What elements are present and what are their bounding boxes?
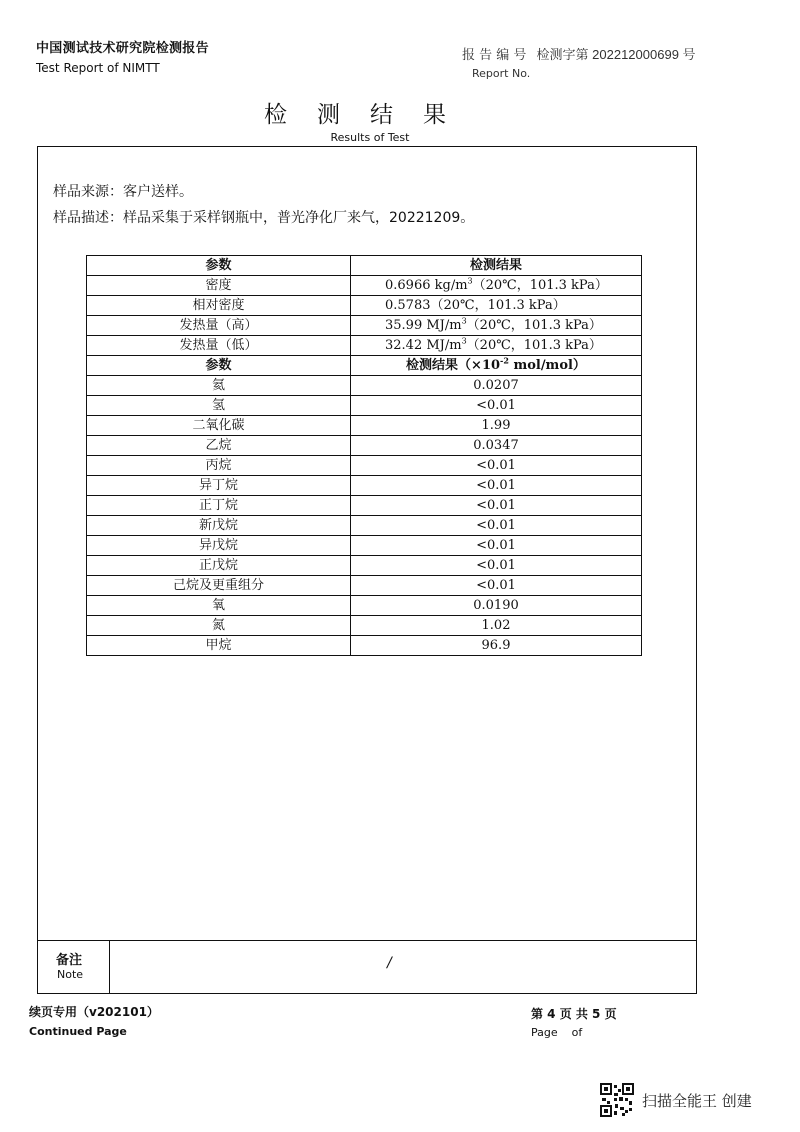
table-row bbox=[87, 596, 642, 616]
page-number-en: Page of bbox=[531, 1026, 583, 1039]
table-row bbox=[87, 296, 642, 316]
result-conditions: （20℃，101.3 kPa） bbox=[466, 318, 602, 333]
continued-page-cn: 续页专用（v202101） bbox=[29, 1005, 159, 1019]
unit-exponent: 3 bbox=[467, 276, 473, 286]
table-row bbox=[87, 556, 642, 576]
page-title-en: Results of Test bbox=[330, 131, 410, 144]
component-value: 1.02 bbox=[351, 616, 642, 636]
page-number-cn: 第 4 页 共 5 页 bbox=[531, 1007, 617, 1021]
component-value: <0.01 bbox=[351, 576, 642, 596]
table-row bbox=[87, 576, 642, 596]
component-name: 甲烷 bbox=[87, 636, 351, 656]
result-conditions: （20℃，101.3 kPa） bbox=[472, 278, 608, 293]
table-row bbox=[87, 476, 642, 496]
param-cell: 密度 bbox=[87, 276, 351, 296]
param-cell: 发热量（高） bbox=[87, 316, 351, 336]
unit-exponent: -2 bbox=[500, 355, 509, 366]
report-number-label: 报 告 编 号 bbox=[462, 48, 527, 63]
component-name: 新戊烷 bbox=[87, 516, 351, 536]
result-value: 0.6966 kg/m bbox=[385, 278, 468, 293]
sample-source: 样品来源：客户送样。 bbox=[53, 184, 193, 200]
component-name: 正戊烷 bbox=[87, 556, 351, 576]
component-value: 0.0347 bbox=[351, 436, 642, 456]
results-table bbox=[86, 255, 642, 656]
component-name: 己烷及更重组分 bbox=[87, 576, 351, 596]
unit-exponent: 3 bbox=[461, 316, 467, 326]
note-label-en: Note bbox=[57, 968, 84, 981]
table-subheader-row bbox=[87, 356, 642, 376]
table-row bbox=[87, 336, 642, 356]
component-name: 氢 bbox=[87, 396, 351, 416]
note-divider bbox=[37, 940, 697, 941]
result-value: 35.99 MJ/m bbox=[385, 318, 462, 333]
subheader-text: mol/mol） bbox=[508, 358, 586, 373]
result-cell bbox=[351, 336, 642, 356]
header-param: 参数 bbox=[87, 256, 351, 276]
header-result: 检测结果 bbox=[351, 256, 642, 276]
table-row bbox=[87, 316, 642, 336]
component-name: 二氧化碳 bbox=[87, 416, 351, 436]
qr-code-icon bbox=[600, 1083, 634, 1117]
table-row bbox=[87, 636, 642, 656]
component-value: <0.01 bbox=[351, 536, 642, 556]
component-name: 异戊烷 bbox=[87, 536, 351, 556]
result-value: 0.5783 bbox=[385, 298, 431, 313]
component-value: 1.99 bbox=[351, 416, 642, 436]
result-cell bbox=[351, 276, 642, 296]
component-value: <0.01 bbox=[351, 456, 642, 476]
table-row bbox=[87, 496, 642, 516]
component-value: 0.0207 bbox=[351, 376, 642, 396]
subheader-text: 检测结果（×10 bbox=[406, 358, 501, 373]
component-value: <0.01 bbox=[351, 396, 642, 416]
component-name: 氦 bbox=[87, 376, 351, 396]
component-value: <0.01 bbox=[351, 496, 642, 516]
component-value: 96.9 bbox=[351, 636, 642, 656]
table-row bbox=[87, 376, 642, 396]
subheader-param: 参数 bbox=[87, 356, 351, 376]
result-conditions: （20℃，101.3 kPa） bbox=[430, 298, 566, 313]
continued-page-en: Continued Page bbox=[29, 1025, 127, 1038]
component-name: 丙烷 bbox=[87, 456, 351, 476]
result-cell bbox=[351, 296, 642, 316]
component-value: <0.01 bbox=[351, 556, 642, 576]
table-row bbox=[87, 616, 642, 636]
report-number-en: Report No. bbox=[472, 67, 531, 80]
note-column-divider bbox=[109, 940, 110, 994]
result-cell bbox=[351, 316, 642, 336]
param-cell: 发热量（低） bbox=[87, 336, 351, 356]
component-value: <0.01 bbox=[351, 476, 642, 496]
component-value: <0.01 bbox=[351, 516, 642, 536]
institute-name-en: Test Report of NIMTT bbox=[36, 61, 160, 75]
note-value: / bbox=[387, 955, 392, 971]
sample-description: 样品描述：样品采集于采样钢瓶中，普光净化厂来气，20221209。 bbox=[53, 210, 475, 226]
report-number-value: 检测字第 202212000699 号 bbox=[536, 47, 696, 62]
component-name: 正丁烷 bbox=[87, 496, 351, 516]
subheader-result bbox=[351, 356, 642, 376]
param-cell: 相对密度 bbox=[87, 296, 351, 316]
institute-name-cn: 中国测试技术研究院检测报告 bbox=[36, 41, 209, 56]
table-row bbox=[87, 276, 642, 296]
component-name: 氮 bbox=[87, 616, 351, 636]
table-row bbox=[87, 436, 642, 456]
page-title: 检测结果 bbox=[264, 102, 476, 128]
scanner-credit: 扫描全能王 创建 bbox=[642, 1092, 752, 1110]
component-name: 异丁烷 bbox=[87, 476, 351, 496]
component-name: 氧 bbox=[87, 596, 351, 616]
result-value: 32.42 MJ/m bbox=[385, 338, 462, 353]
table-row bbox=[87, 456, 642, 476]
table-row bbox=[87, 536, 642, 556]
unit-exponent: 3 bbox=[461, 336, 467, 346]
table-row bbox=[87, 416, 642, 436]
component-value: 0.0190 bbox=[351, 596, 642, 616]
table-header-row bbox=[87, 256, 642, 276]
result-conditions: （20℃，101.3 kPa） bbox=[466, 338, 602, 353]
table-row bbox=[87, 516, 642, 536]
report-number bbox=[462, 44, 696, 63]
note-label-cn: 备注 bbox=[56, 953, 83, 968]
table-row bbox=[87, 396, 642, 416]
component-name: 乙烷 bbox=[87, 436, 351, 456]
